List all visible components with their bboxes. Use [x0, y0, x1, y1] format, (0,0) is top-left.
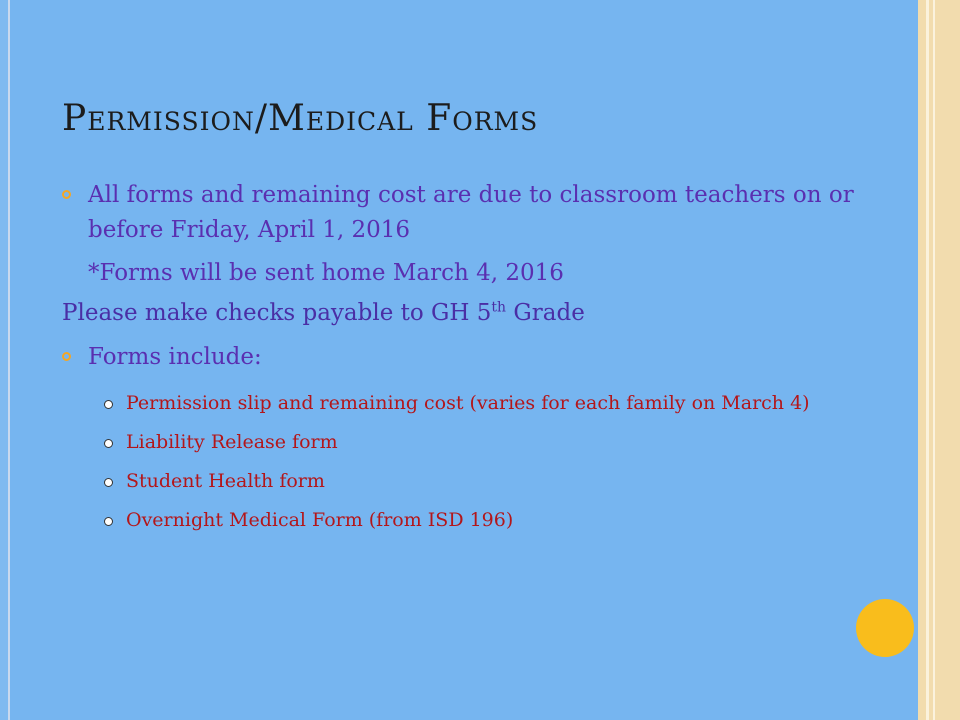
list-item-text: Liability Release form	[126, 431, 338, 453]
list-item-text: Student Health form	[126, 470, 325, 492]
slide-content	[62, 178, 862, 545]
forms-list	[62, 389, 862, 535]
slide-title: Permission/Medical Forms	[62, 98, 539, 139]
forms-sent-note: *Forms will be sent home March 4, 2016	[88, 260, 564, 286]
bullet-due-date-text: All forms and remaining cost are due to classroom teachers on or before Friday, April 1, 2016	[88, 182, 854, 243]
right-stripe	[933, 0, 935, 720]
list-item	[104, 506, 816, 535]
list-item-text: Overnight Medical Form (from ISD 196)	[126, 509, 514, 531]
bullet-forms-include-text: Forms include:	[88, 344, 262, 370]
checks-payable-line	[62, 296, 862, 330]
dot-bullet-icon	[104, 400, 113, 409]
accent-circle	[856, 599, 914, 657]
list-item-text: Permission slip and remaining cost (varies for each family on March 4)	[126, 392, 810, 414]
checks-prefix: Please make checks payable to GH 5	[62, 300, 492, 326]
dot-bullet-icon	[104, 517, 113, 526]
dot-bullet-icon	[104, 478, 113, 487]
dot-bullet-icon	[104, 439, 113, 448]
list-item	[104, 428, 816, 457]
bullet-due-date	[62, 178, 862, 248]
ring-bullet-icon	[62, 352, 71, 361]
ring-bullet-icon	[62, 190, 71, 199]
right-stripe	[926, 0, 929, 720]
list-item	[104, 467, 816, 496]
list-item	[104, 389, 816, 418]
checks-suffix: Grade	[506, 300, 585, 326]
checks-superscript: th	[491, 299, 507, 316]
right-decorative-band	[918, 0, 960, 720]
bullet-forms-include	[62, 340, 862, 375]
left-border-strip	[0, 0, 10, 720]
